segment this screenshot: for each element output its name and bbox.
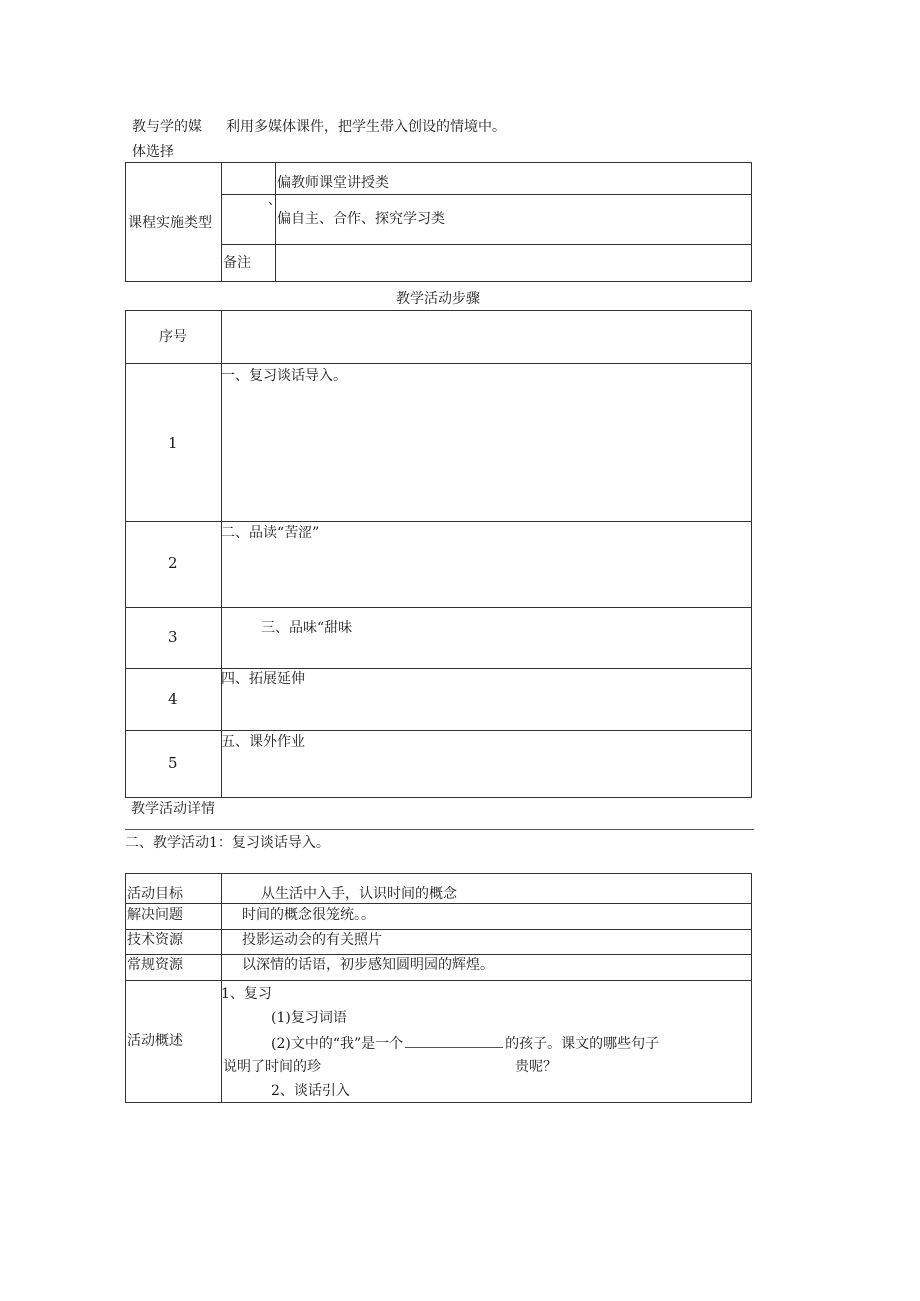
overview-line2: (1)复习词语 bbox=[271, 1010, 347, 1026]
detail-tech-value: 投影运动会的有关照片 bbox=[242, 932, 382, 948]
step-2-index: 2 bbox=[168, 554, 178, 572]
step-3-content: 三、品味“甜味 bbox=[261, 620, 353, 636]
course-type-option-inquiry: 偏自主、合作、探究学习类 bbox=[277, 211, 445, 227]
detail-resource-value: 以深情的话语，初步感知圆明园的辉煌。 bbox=[242, 957, 494, 973]
overview-line4-start: 说明了时间的珍 bbox=[223, 1059, 321, 1075]
fill-in-blank bbox=[405, 1035, 503, 1048]
media-value: 利用多媒体课件，把学生带入创设的情境中。 bbox=[226, 119, 506, 135]
step-1-content: 一、复习谈话导入。 bbox=[221, 368, 347, 384]
course-type-label: 课程实施类型 bbox=[128, 215, 212, 231]
step-5-content: 五、课外作业 bbox=[221, 734, 305, 750]
details-divider bbox=[125, 829, 754, 830]
media-label-line2: 体选择 bbox=[132, 144, 174, 160]
steps-title: 教学活动步骤 bbox=[396, 291, 480, 307]
step-4-content: 四、拓展延伸 bbox=[221, 671, 305, 687]
steps-header-index: 序号 bbox=[159, 329, 187, 345]
activity-heading: 二、教学活动1：复习谈话导入。 bbox=[125, 835, 330, 851]
course-type-mark: 、 bbox=[268, 193, 282, 208]
step-3-index: 3 bbox=[168, 628, 178, 646]
step-4-index: 4 bbox=[168, 690, 178, 708]
detail-goal-label: 活动目标 bbox=[127, 886, 183, 902]
detail-problem-label: 解决问题 bbox=[127, 907, 183, 923]
overview-line3 bbox=[271, 1035, 659, 1051]
details-title: 教学活动详情 bbox=[131, 801, 215, 817]
step-2-content: 二、品读“苦涩” bbox=[221, 525, 320, 541]
detail-tech-label: 技术资源 bbox=[127, 932, 183, 948]
overview-line1: 1、复习 bbox=[221, 986, 272, 1002]
detail-goal-value: 从生活中入手，认识时间的概念 bbox=[261, 886, 457, 902]
overview-label: 活动概述 bbox=[127, 1033, 183, 1049]
step-5-index: 5 bbox=[168, 754, 178, 772]
course-type-option-lecture: 偏教师课堂讲授类 bbox=[277, 175, 389, 191]
media-label-line1: 教与学的媒 bbox=[132, 119, 202, 135]
overview-line5: 2、谈话引入 bbox=[271, 1083, 350, 1099]
step-1-index: 1 bbox=[168, 434, 178, 452]
detail-problem-value: 时间的概念很笼统。。 bbox=[242, 907, 375, 923]
detail-resource-label: 常规资源 bbox=[127, 957, 183, 973]
overview-line3-start: (2)文中的“我”是一个 bbox=[271, 1036, 404, 1052]
remark-label: 备注 bbox=[223, 255, 251, 271]
overview-line3-end: 的孩子。课文的哪些句子 bbox=[505, 1036, 660, 1052]
overview-line4-end: 贵呢？ bbox=[515, 1059, 557, 1075]
